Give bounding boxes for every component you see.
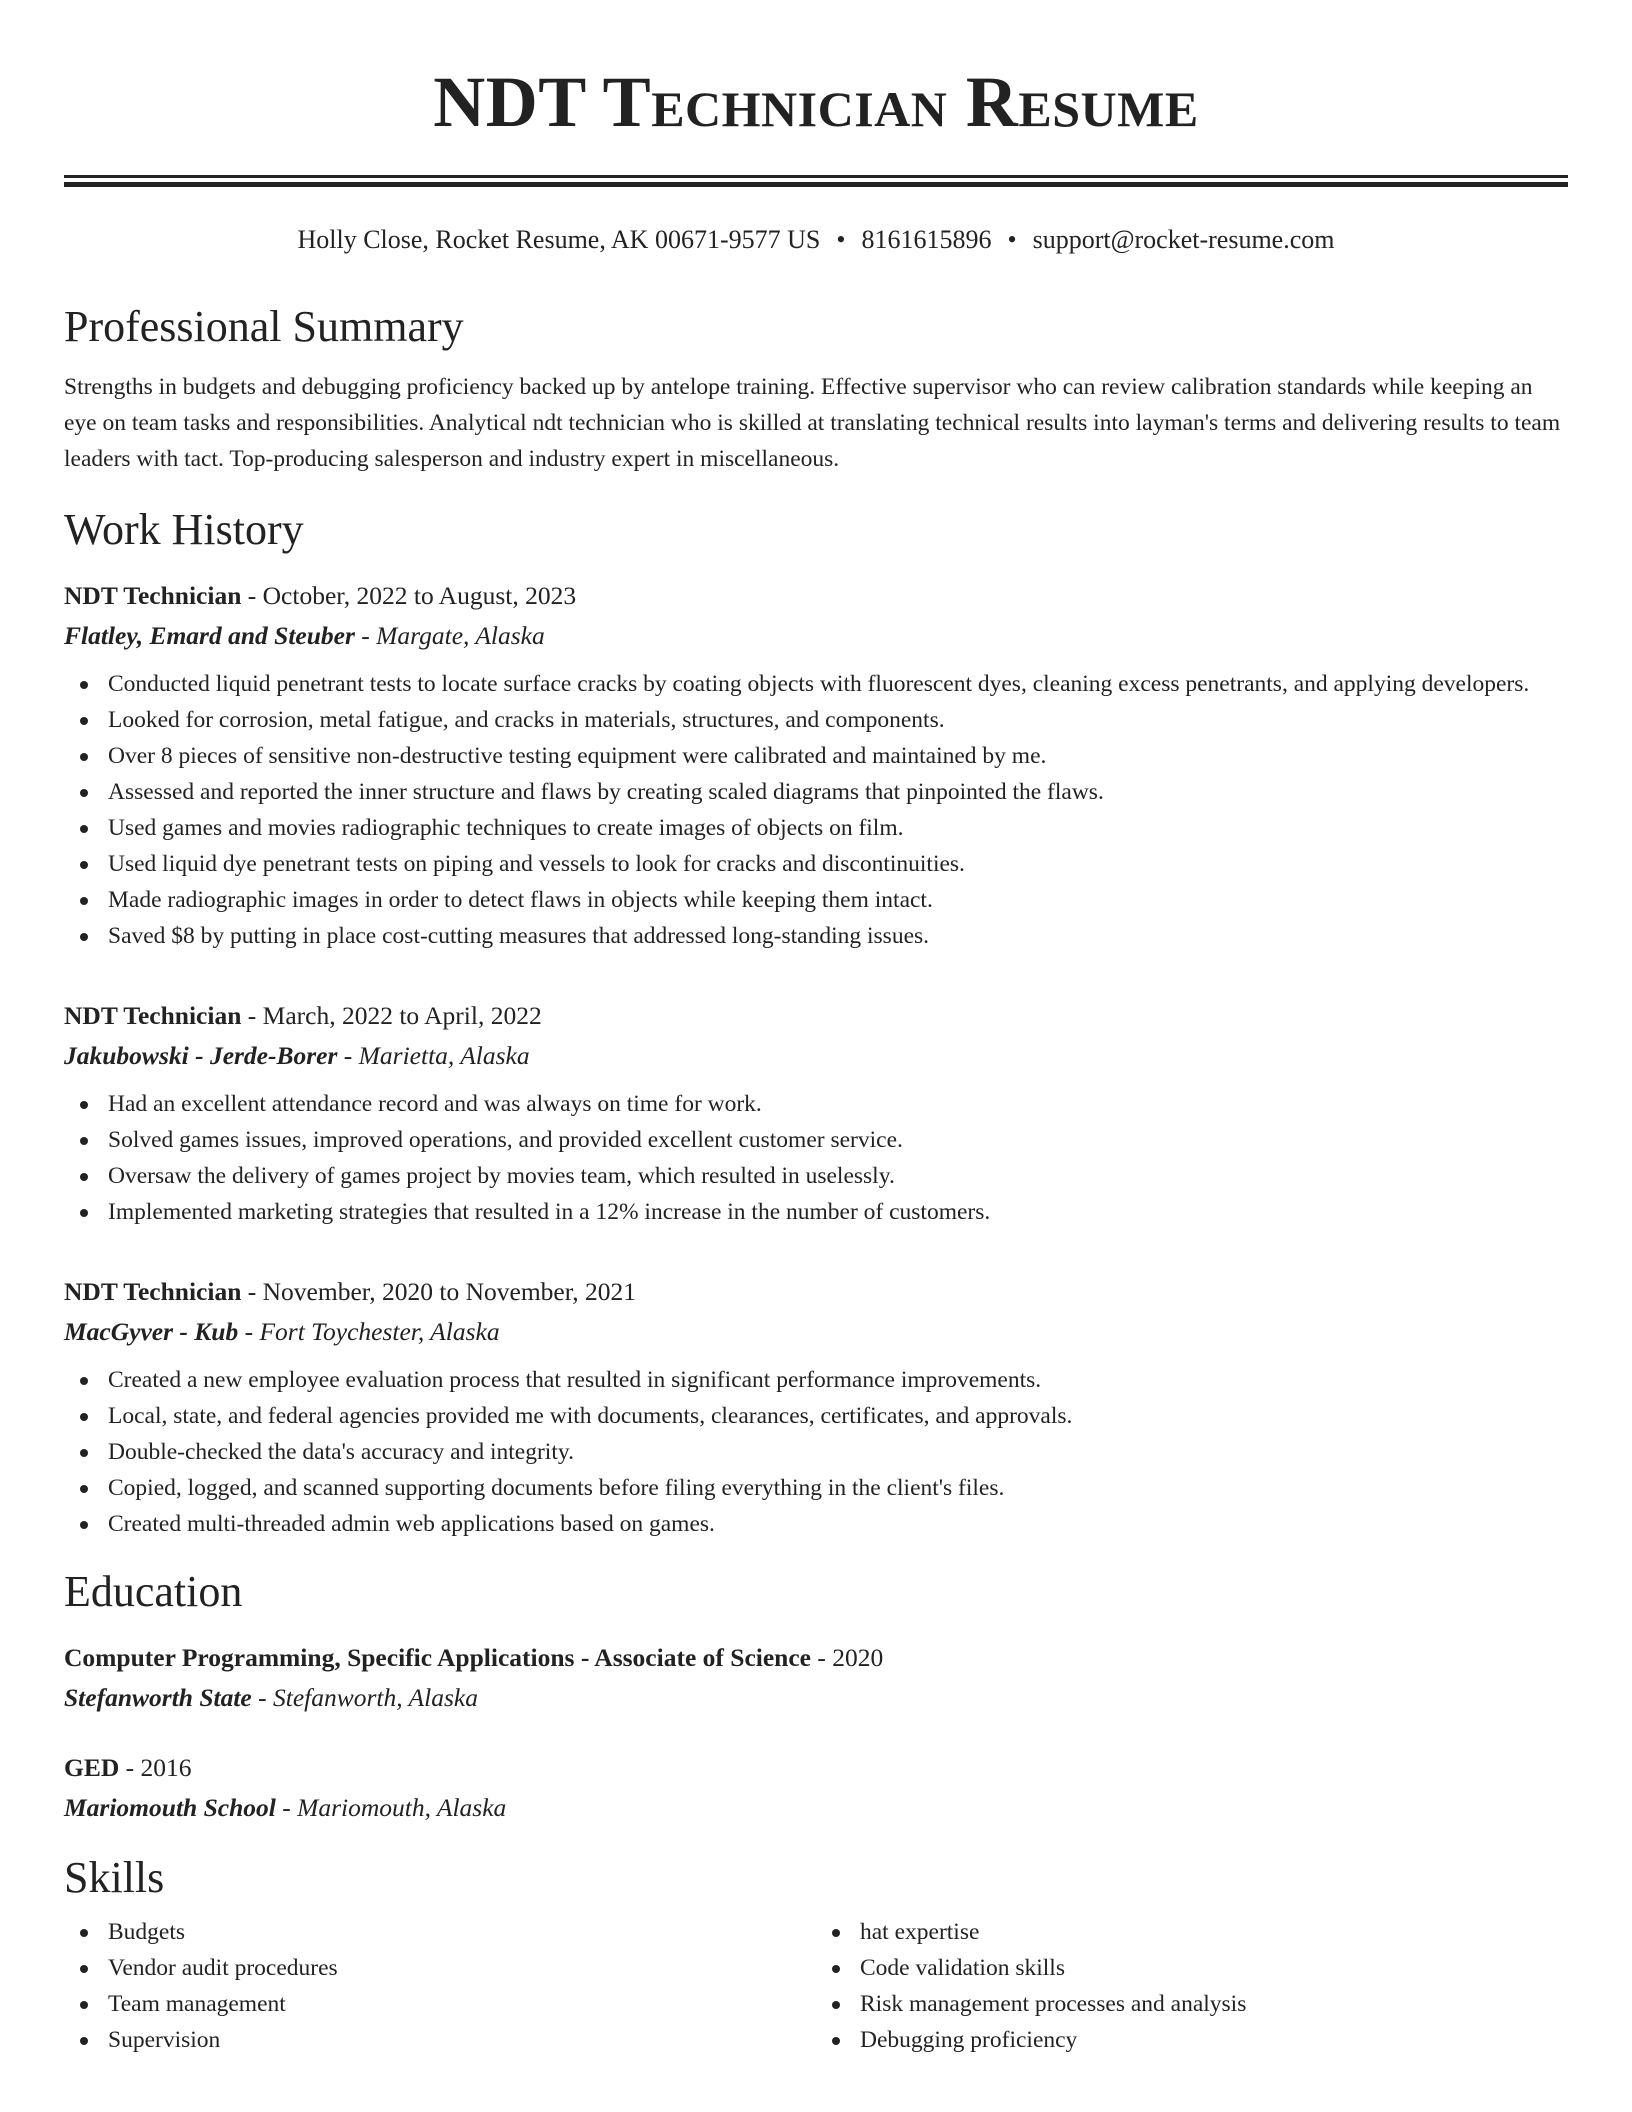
education-year: 2020: [832, 1643, 884, 1672]
job-dates: March, 2022 to April, 2022: [262, 1001, 542, 1030]
education-heading: Education: [64, 1567, 243, 1616]
job-bullet: Made radiographic images in order to detect flaws in objects while keeping them intact.: [64, 882, 1568, 918]
job-bullet: Implemented marketing strategies that resulted in a 12% increase in the number of customers.: [64, 1194, 1568, 1230]
education-location: Mariomouth, Alaska: [297, 1793, 507, 1822]
education-school: Stefanworth State: [64, 1683, 252, 1712]
education-location: Stefanworth, Alaska: [273, 1683, 478, 1712]
job-company: Jakubowski - Jerde-Borer: [64, 1041, 338, 1070]
job-entry: [64, 1272, 1568, 1542]
summary-heading: Professional Summary: [64, 302, 464, 351]
skill-item: Risk management processes and analysis: [816, 1986, 1568, 2022]
education-entry: [64, 1748, 1568, 1828]
skills-heading: Skills: [64, 1853, 165, 1902]
job-bullets: [64, 1086, 1568, 1230]
job-company-line: Jakubowski - Jerde-Borer - Marietta, Alaska: [64, 1041, 530, 1070]
title-double-rule: [64, 175, 1568, 187]
skill-item: Debugging proficiency: [816, 2022, 1568, 2058]
summary-text: Strengths in budgets and debugging proficiency backed up by antelope training. Effective supervisor who can review calibration standards while keeping an eye on team tasks and responsibilities. Analytical ndt technician who is skilled at translating technical results into layman's terms and delivering results to team leaders with tact. Top-producing salesperson and industry expert in miscellaneous.: [64, 374, 1561, 472]
job-entry: [64, 576, 1568, 954]
job-title: NDT Technician: [64, 1001, 242, 1030]
skills-column-right: [816, 1914, 1568, 2058]
job-bullet: Used games and movies radiographic techniques to create images of objects on film.: [64, 810, 1568, 846]
education-school: Mariomouth School: [64, 1793, 276, 1822]
skill-item: Supervision: [64, 2022, 816, 2058]
job-title-line: NDT Technician - November, 2020 to November, 2021: [64, 1277, 636, 1306]
job-bullets: [64, 666, 1568, 954]
contact-phone: 8161615896: [861, 225, 992, 254]
job-entry: [64, 996, 1568, 1230]
job-title-line: NDT Technician - March, 2022 to April, 2022: [64, 1001, 542, 1030]
contact-email: support@rocket-resume.com: [1032, 225, 1335, 254]
job-bullet: Looked for corrosion, metal fatigue, and cracks in materials, structures, and components.: [64, 702, 1568, 738]
job-dates: November, 2020 to November, 2021: [262, 1277, 636, 1306]
skills-column-left: [64, 1914, 816, 2058]
skill-item: Budgets: [64, 1914, 816, 1950]
job-bullet: Over 8 pieces of sensitive non-destructive testing equipment were calibrated and maintained by me.: [64, 738, 1568, 774]
job-location: Margate, Alaska: [376, 621, 545, 650]
job-dates: October, 2022 to August, 2023: [262, 581, 577, 610]
skills-bullets: [816, 1914, 1568, 2058]
job-bullet: Assessed and reported the inner structure and flaws by creating scaled diagrams that pinpointed the flaws.: [64, 774, 1568, 810]
skill-item: Team management: [64, 1986, 816, 2022]
job-company-line: MacGyver - Kub - Fort Toychester, Alaska: [64, 1317, 500, 1346]
job-bullet: Conducted liquid penetrant tests to locate surface cracks by coating objects with fluorescent dyes, cleaning excess penetrants, and applying developers.: [64, 666, 1568, 702]
job-location: Marietta, Alaska: [358, 1041, 530, 1070]
skills-bullets: [64, 1914, 816, 2058]
job-bullet: Copied, logged, and scanned supporting documents before filing everything in the client's files.: [64, 1470, 1568, 1506]
job-bullet: Created a new employee evaluation process that resulted in significant performance improvements.: [64, 1362, 1568, 1398]
job-title-line: NDT Technician - October, 2022 to August, 2023: [64, 581, 577, 610]
job-bullet: Local, state, and federal agencies provided me with documents, clearances, certificates, and approvals.: [64, 1398, 1568, 1434]
education-school-line: Mariomouth School - Mariomouth, Alaska: [64, 1793, 507, 1822]
education-school-line: Stefanworth State - Stefanworth, Alaska: [64, 1683, 478, 1712]
resume-title: NDT Technician Resume: [433, 62, 1199, 142]
job-bullet: Oversaw the delivery of games project by movies team, which resulted in uselessly.: [64, 1158, 1568, 1194]
contact-separator: •: [836, 225, 846, 254]
education-degree-line: Computer Programming, Specific Applications - Associate of Science - 2020: [64, 1643, 884, 1672]
job-title: NDT Technician: [64, 1277, 242, 1306]
education-entry: [64, 1638, 1568, 1718]
job-bullet: Had an excellent attendance record and was always on time for work.: [64, 1086, 1568, 1122]
job-bullet: Created multi-threaded admin web applications based on games.: [64, 1506, 1568, 1542]
contact-separator: •: [1007, 225, 1017, 254]
job-bullets: [64, 1362, 1568, 1542]
work-history-heading: Work History: [64, 505, 304, 554]
job-company: Flatley, Emard and Steuber: [64, 621, 355, 650]
contact-address: Holly Close, Rocket Resume, AK 00671-9577 US: [297, 225, 821, 254]
job-title: NDT Technician: [64, 581, 242, 610]
skill-item: hat expertise: [816, 1914, 1568, 1950]
job-bullet: Saved $8 by putting in place cost-cutting measures that addressed long-standing issues.: [64, 918, 1568, 954]
skill-item: Vendor audit procedures: [64, 1950, 816, 1986]
job-company-line: Flatley, Emard and Steuber - Margate, Alaska: [64, 621, 545, 650]
job-company: MacGyver - Kub: [64, 1317, 239, 1346]
education-degree: GED: [64, 1753, 120, 1782]
job-location: Fort Toychester, Alaska: [259, 1317, 500, 1346]
education-degree-line: GED - 2016: [64, 1753, 192, 1782]
skill-item: Code validation skills: [816, 1950, 1568, 1986]
education-year: 2016: [140, 1753, 192, 1782]
job-bullet: Used liquid dye penetrant tests on piping and vessels to look for cracks and discontinuities.: [64, 846, 1568, 882]
job-bullet: Double-checked the data's accuracy and integrity.: [64, 1434, 1568, 1470]
job-bullet: Solved games issues, improved operations, and provided excellent customer service.: [64, 1122, 1568, 1158]
contact-line: [64, 223, 1568, 257]
education-degree: Computer Programming, Specific Applications - Associate of Science: [64, 1643, 811, 1672]
skills-list: [64, 1914, 1568, 2058]
